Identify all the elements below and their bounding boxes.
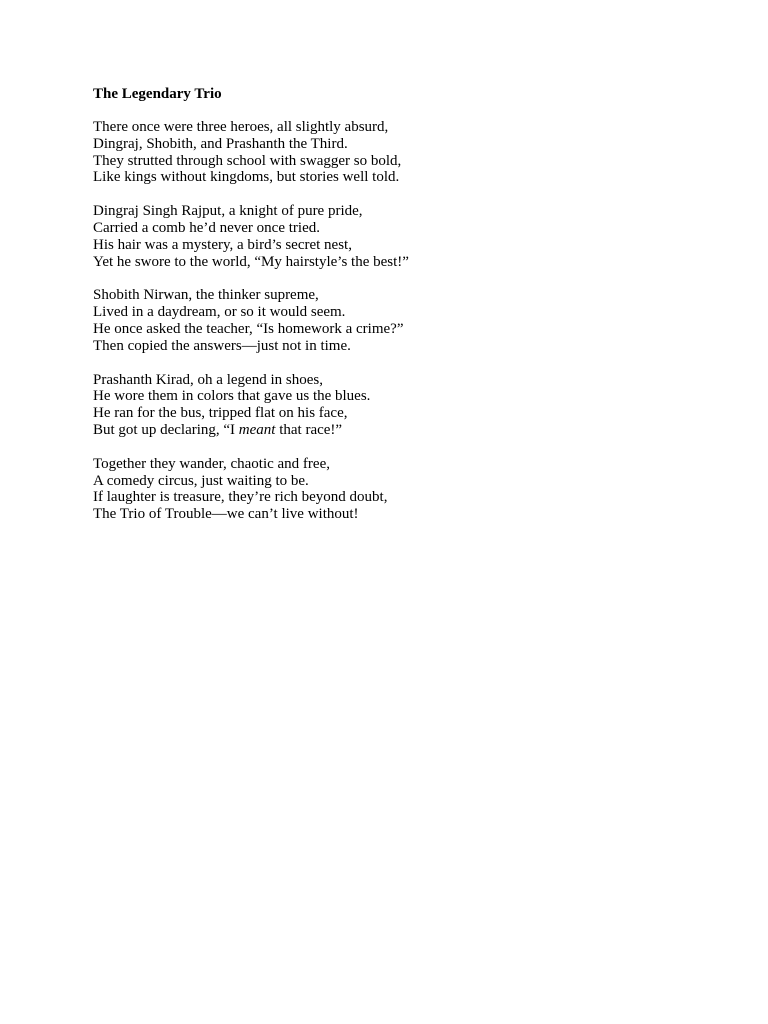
poem-line: The Trio of Trouble—we can’t live without! [93,506,359,523]
poem-line: There once were three heroes, all slightly absurd, [93,119,389,135]
poem-line: If laughter is treasure, they’re rich beyond doubt, [93,489,388,506]
poem-line: Dingraj Singh Rajput, a knight of pure pride, [93,203,363,220]
poem-title: The Legendary Trio [93,86,222,102]
poem-line: Yet he swore to the world, “My hairstyle’s the best!” [93,253,409,270]
poem-line: He wore them in colors that gave us the blues. [93,388,371,405]
stanza-3 [93,287,693,354]
poem-line: Dingraj, Shobith, and Prashanth the Third. [93,135,348,152]
poem-line: Like kings without kingdoms, but stories well told. [93,169,400,186]
stanza-4 [93,372,693,439]
poem-line: He ran for the bus, tripped flat on his face, [93,405,348,422]
stanza-5 [93,456,693,523]
poem-line: His hair was a mystery, a bird’s secret nest, [93,236,352,253]
poem-line: He once asked the teacher, “Is homework a crime?” [93,320,404,337]
stanza-2 [93,203,693,270]
document-page [93,86,693,540]
poem-line: Then copied the answers—just not in time. [93,337,351,354]
stanza-1 [93,119,693,186]
poem-line: A comedy circus, just waiting to be. [93,472,309,489]
poem-line: Carried a comb he’d never once tried. [93,219,320,236]
emphasized-word: meant [238,421,276,438]
poem-line: Lived in a daydream, or so it would seem. [93,304,346,321]
line-text-before: But got up declaring, “I [93,421,239,438]
poem-line: They strutted through school with swagger so bold, [93,152,402,169]
poem-line: Prashanth Kirad, oh a legend in shoes, [93,371,323,388]
poem-line: Shobith Nirwan, the thinker supreme, [93,287,319,304]
poem-line-with-emphasis [93,422,693,439]
poem-line: Together they wander, chaotic and free, [93,455,330,472]
line-text-after: that race!” [275,421,343,438]
